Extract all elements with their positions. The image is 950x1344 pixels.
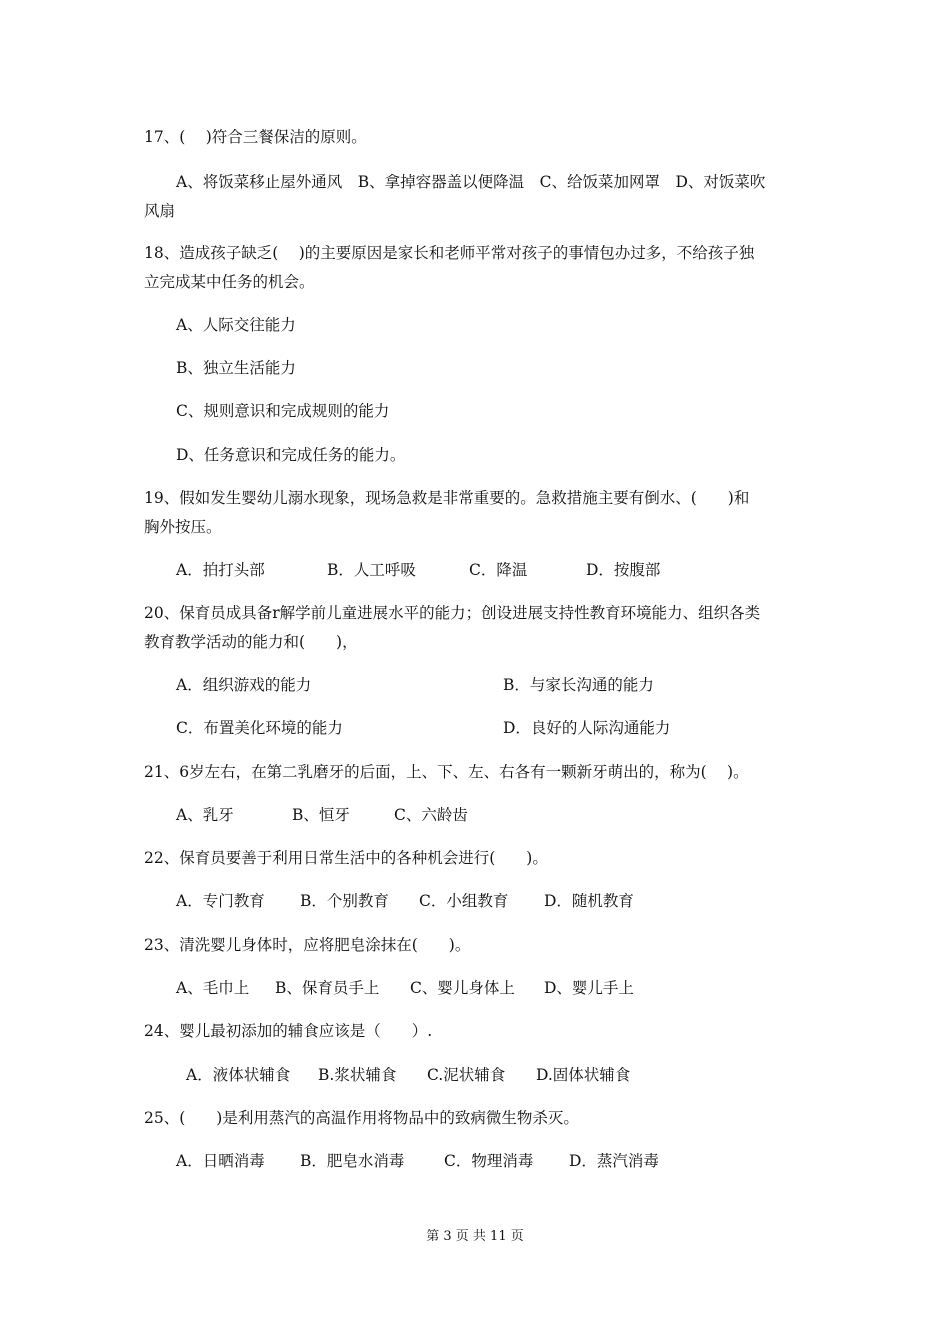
option-c: C．小组教育	[419, 892, 509, 910]
option-b: B、恒牙	[292, 806, 350, 824]
option-d: D、任务意识和完成任务的能力。	[176, 446, 406, 464]
option-c: C．降温	[469, 561, 528, 579]
option-c: C、六龄齿	[394, 806, 468, 824]
question-stem: 20、保育员成具备r解学前儿童进展水平的能力；创设进展支持性教育环境能力、组织各类	[144, 604, 761, 622]
option-c: C.泥状辅食	[427, 1066, 506, 1084]
option-line-continuation: 风扇	[144, 202, 176, 220]
option-line: A、将饭菜移止屋外通风 B、拿掉容器盖以便降温 C、给饭菜加网罩 D、对饭菜吹	[176, 173, 766, 191]
option-a: A．日晒消毒	[176, 1152, 265, 1170]
question-stem: 24、婴儿最初添加的辅食应该是（ ）.	[144, 1022, 433, 1040]
option-c: C．布置美化环境的能力	[176, 719, 343, 737]
option-d: D．按腹部	[586, 561, 661, 579]
option-c: C、婴儿身体上	[410, 979, 515, 997]
question-stem: 23、清洗婴儿身体时，应将肥皂涂抹在( )。	[144, 936, 471, 954]
question-stem: 17、( )符合三餐保洁的原则。	[144, 128, 367, 146]
question-stem: 22、保育员要善于利用日常生活中的各种机会进行( )。	[144, 849, 548, 867]
option-b: B．人工呼吸	[327, 561, 416, 579]
question-stem: 25、( )是利用蒸汽的高温作用将物品中的致病微生物杀灭。	[144, 1109, 579, 1127]
option-b: B．肥皂水消毒	[300, 1152, 405, 1170]
option-b: B、保育员手上	[275, 979, 380, 997]
option-a: A、乳牙	[176, 806, 234, 824]
option-a: A、毛巾上	[176, 979, 250, 997]
question-stem: 19、假如发生婴幼儿溺水现象，现场急救是非常重要的。急救措施主要有倒水、( )和	[144, 489, 750, 507]
option-d: D.固体状辅食	[536, 1066, 631, 1084]
question-stem-continuation: 教育教学活动的能力和( )，	[144, 633, 358, 651]
option-a: A、人际交往能力	[176, 316, 296, 334]
page-footer: 第 3 页 共 11 页	[426, 1229, 524, 1244]
question-stem: 18、造成孩子缺乏( )的主要原因是家长和老师平常对孩子的事情包办过多，不给孩子独	[144, 244, 755, 262]
option-b: B．个别教育	[300, 892, 389, 910]
option-d: D．良好的人际沟通能力	[503, 719, 671, 737]
question-stem-continuation: 立完成某中任务的机会。	[144, 273, 315, 291]
option-d: D．蒸汽消毒	[569, 1152, 659, 1170]
question-stem: 21、6岁左右，在第二乳磨牙的后面，上、下、左、右各有一颗新牙萌出的，称为( )。	[144, 763, 749, 781]
option-c: C．物理消毒	[444, 1152, 534, 1170]
option-a: A．组织游戏的能力	[176, 676, 312, 694]
option-c: C、规则意识和完成规则的能力	[176, 402, 390, 420]
option-b: B.浆状辅食	[318, 1066, 397, 1084]
option-b: B、独立生活能力	[176, 359, 296, 377]
option-a: A．拍打头部	[176, 561, 265, 579]
option-d: D．随机教育	[544, 892, 634, 910]
option-a: A．液体状辅食	[186, 1066, 291, 1084]
option-a: A．专门教育	[176, 892, 265, 910]
option-d: D、婴儿手上	[544, 979, 634, 997]
option-b: B．与家长沟通的能力	[503, 676, 654, 694]
question-stem-continuation: 胸外按压。	[144, 518, 222, 536]
